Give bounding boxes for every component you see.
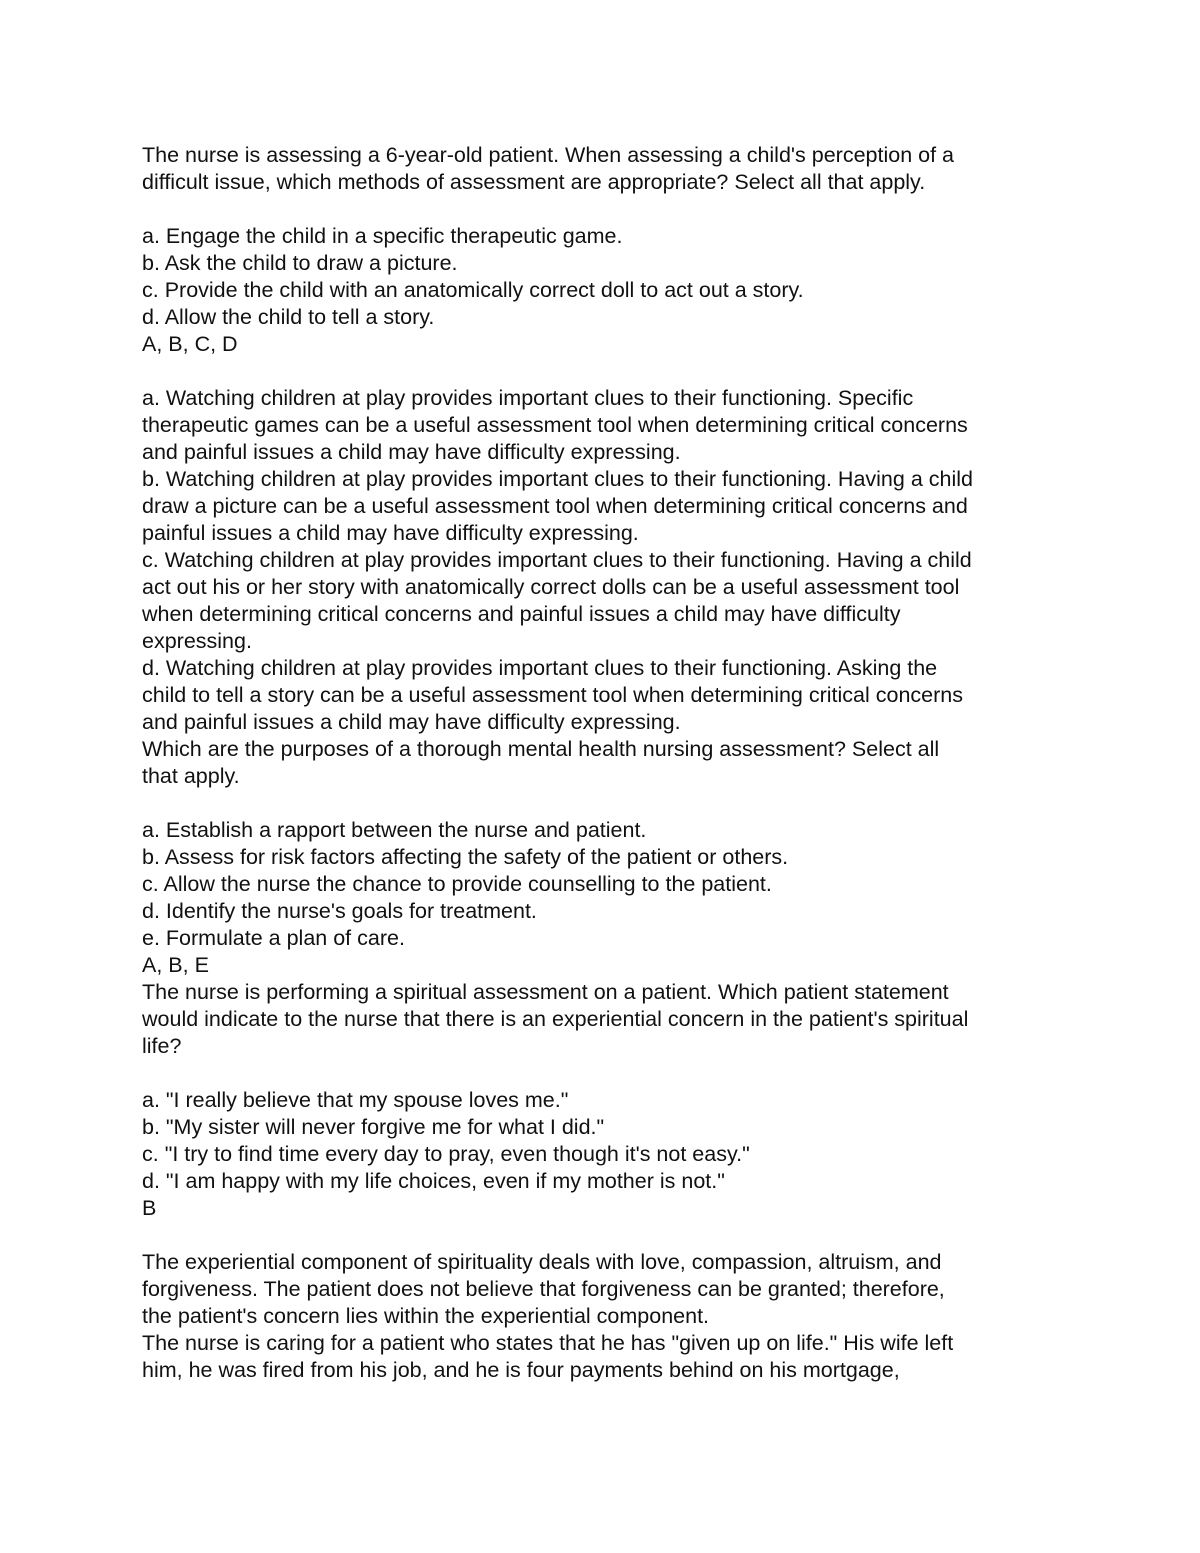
answer-line: A, B, E xyxy=(142,953,209,977)
blank-line xyxy=(142,1222,1062,1249)
text-line: d. "I am happy with my life choices, even if my mother is not." xyxy=(142,1169,725,1193)
text-line: The nurse is assessing a 6-year-old patient. When assessing a child's perception of a xyxy=(142,143,954,167)
text-line: life? xyxy=(142,1034,182,1058)
text-line: a. "I really believe that my spouse loves me." xyxy=(142,1088,569,1112)
text-line: b. Assess for risk factors affecting the safety of the patient or others. xyxy=(142,845,789,869)
document-body xyxy=(142,142,1062,1384)
text-line: b. "My sister will never forgive me for what I did." xyxy=(142,1115,605,1139)
text-line: d. Watching children at play provides important clues to their functioning. Asking the xyxy=(142,656,938,680)
text-line: that apply. xyxy=(142,764,240,788)
text-line: Which are the purposes of a thorough mental health nursing assessment? Select all xyxy=(142,737,940,761)
text-line: c. "I try to find time every day to pray, even though it's not easy." xyxy=(142,1142,750,1166)
text-line: and painful issues a child may have difficulty expressing. xyxy=(142,440,681,464)
text-line: b. Ask the child to draw a picture. xyxy=(142,251,458,275)
answer-line: B xyxy=(142,1196,157,1220)
text-line: d. Allow the child to tell a story. xyxy=(142,305,435,329)
text-line: would indicate to the nurse that there is an experiential concern in the patient's spiritual xyxy=(142,1007,969,1031)
text-line: c. Allow the nurse the chance to provide counselling to the patient. xyxy=(142,872,772,896)
answer-line: A, B, C, D xyxy=(142,332,238,356)
text-line: therapeutic games can be a useful assessment tool when determining critical concerns xyxy=(142,413,968,437)
text-line: e. Formulate a plan of care. xyxy=(142,926,405,950)
text-line: d. Identify the nurse's goals for treatment. xyxy=(142,899,537,923)
text-line: draw a picture can be a useful assessment tool when determining critical concerns and xyxy=(142,494,968,518)
text-line: b. Watching children at play provides important clues to their functioning. Having a child xyxy=(142,467,973,491)
text-line: act out his or her story with anatomically correct dolls can be a useful assessment tool xyxy=(142,575,960,599)
text-line: him, he was fired from his job, and he is four payments behind on his mortgage, xyxy=(142,1358,900,1382)
text-line: The experiential component of spirituality deals with love, compassion, altruism, and xyxy=(142,1250,942,1274)
text-line: the patient's concern lies within the experiential component. xyxy=(142,1304,710,1328)
text-line: c. Watching children at play provides important clues to their functioning. Having a child xyxy=(142,548,972,572)
text-line: painful issues a child may have difficulty expressing. xyxy=(142,521,639,545)
text-line: when determining critical concerns and painful issues a child may have difficulty xyxy=(142,602,901,626)
text-line: The nurse is performing a spiritual assessment on a patient. Which patient statement xyxy=(142,980,949,1004)
text-line: difficult issue, which methods of assessment are appropriate? Select all that apply. xyxy=(142,170,926,194)
text-line: c. Provide the child with an anatomically correct doll to act out a story. xyxy=(142,278,804,302)
text-line: a. Engage the child in a specific therapeutic game. xyxy=(142,224,623,248)
text-line: expressing. xyxy=(142,629,252,653)
text-line: child to tell a story can be a useful assessment tool when determining critical concerns xyxy=(142,683,963,707)
blank-line xyxy=(142,1060,1062,1087)
blank-line xyxy=(142,358,1062,385)
text-line: a. Establish a rapport between the nurse and patient. xyxy=(142,818,647,842)
text-line: forgiveness. The patient does not believe that forgiveness can be granted; therefore, xyxy=(142,1277,945,1301)
text-line: and painful issues a child may have difficulty expressing. xyxy=(142,710,681,734)
text-line: a. Watching children at play provides important clues to their functioning. Specific xyxy=(142,386,914,410)
blank-line xyxy=(142,196,1062,223)
blank-line xyxy=(142,790,1062,817)
text-line: The nurse is caring for a patient who states that he has "given up on life." His wife left xyxy=(142,1331,954,1355)
